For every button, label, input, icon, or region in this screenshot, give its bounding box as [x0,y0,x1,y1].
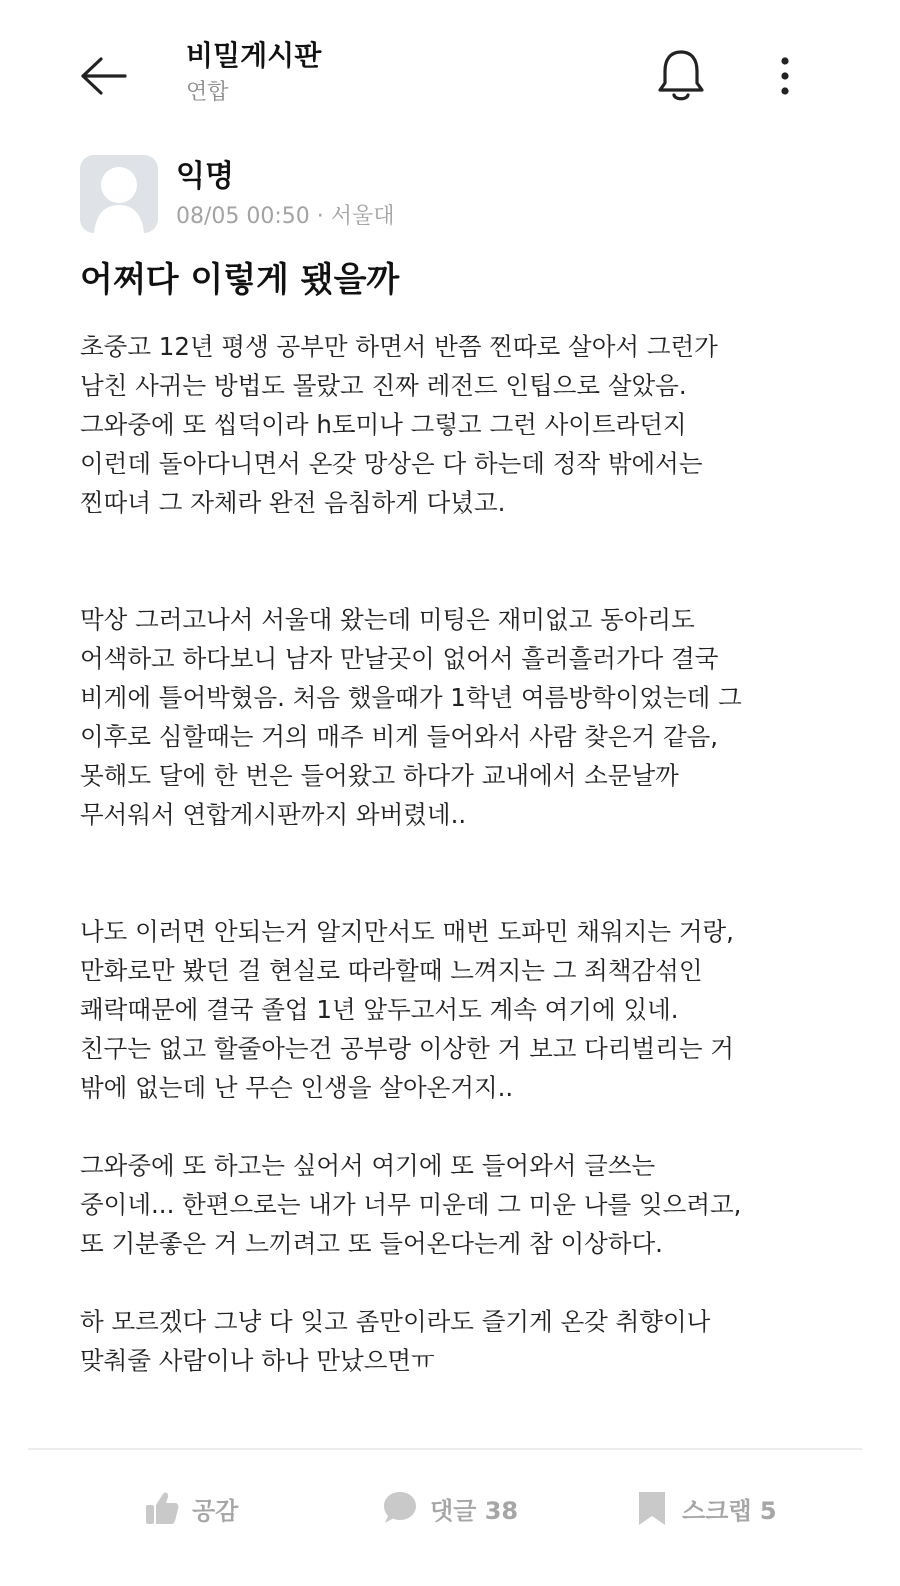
paragraph-gap [80,1263,840,1302]
post-body-line: 남친 사귀는 방법도 몰랐고 진짜 레전드 인팁으로 살았음. [80,371,687,400]
post-body-line: 이런데 돌아다니면서 온갖 망상은 다 하는데 정작 밖에서는 [80,449,703,478]
paragraph-gap [80,1107,840,1146]
post-body-line: 비게에 틀어박혔음. 처음 했을때가 1학년 여름방학이었는데 그 [80,683,742,712]
board-subtitle: 연합 [186,80,229,105]
like-label: 공감 [192,1496,239,1525]
post-body-line: 찐따녀 그 자체라 완전 음침하게 다녔고. [80,488,506,517]
comment-button[interactable] [382,1486,518,1530]
post-body-line: 초중고 12년 평생 공부만 하면서 반쯤 찐따로 살아서 그런가 [80,332,718,361]
back-button[interactable] [72,48,136,104]
avatar [80,155,158,233]
post-body-line: 중이네... 한편으로는 내가 너무 미운데 그 미운 나를 잊으려고, [80,1190,742,1219]
thumbs-up-icon [144,1490,180,1526]
post-body-line: 또 기분좋은 거 느끼려고 또 들어온다는게 참 이상하다. [80,1229,663,1258]
more-vertical-icon [779,56,791,96]
paragraph-gap [80,834,840,873]
paragraph-gap [80,873,840,912]
speech-bubble-icon [382,1490,418,1526]
paragraph-gap [80,522,840,561]
post-body-line: 하 모르겠다 그냥 다 잊고 좀만이라도 즐기게 온갖 취향이나 [80,1307,711,1336]
post-body-line: 이후로 심할때는 거의 매주 비게 들어와서 사람 찾은거 같음, [80,722,719,751]
post-meta: 08/05 00:50 · 서울대 [176,204,395,229]
scrap-button[interactable] [634,1486,777,1530]
post-body-line: 나도 이러면 안되는거 알지만서도 매번 도파민 채워지는 거랑, [80,917,734,946]
post-body-line: 밖에 없는데 난 무슨 인생을 살아온거지.. [80,1073,514,1102]
scrap-label: 스크랩 5 [682,1496,777,1525]
post-body-line: 막상 그러고나서 서울대 왔는데 미팅은 재미없고 동아리도 [80,605,695,634]
post-body-line: 그와중에 또 씹덕이라 h토미나 그렇고 그런 사이트라던지 [80,410,687,439]
like-button[interactable] [144,1486,238,1530]
action-bar [0,1476,900,1540]
post-body-line: 못해도 달에 한 번은 들어왔고 하다가 교내에서 소문날까 [80,761,679,790]
default-avatar-icon [80,155,158,233]
comment-label: 댓글 38 [430,1496,519,1525]
author-name: 익명 [176,159,234,194]
post-title: 어쩌다 이렇게 됐을까 [80,260,400,300]
board-title: 비밀게시판 [186,39,322,72]
bell-icon [656,47,706,105]
notification-button[interactable] [648,42,714,110]
post-body-line: 그와중에 또 하고는 싶어서 여기에 또 들어와서 글쓰는 [80,1151,656,1180]
bookmark-icon [634,1490,670,1526]
post-body-line: 무서워서 연합게시판까지 와버렸네.. [80,800,467,829]
post-body-line: 쾌락때문에 결국 졸업 1년 앞두고서도 계속 여기에 있네. [80,995,679,1024]
app-header [0,0,900,140]
divider [28,1448,862,1450]
more-options-button[interactable] [762,48,808,104]
arrow-left-icon [79,56,129,96]
post-body [80,327,840,1380]
post-body-line: 맞춰줄 사람이나 하나 만났으면ㅠ [80,1346,435,1375]
post-body-line: 만화로만 봤던 걸 현실로 따라할때 느껴지는 그 죄책감섞인 [80,956,703,985]
board-header [186,36,321,110]
paragraph-gap [80,561,840,600]
post-body-line: 어색하고 하다보니 남자 만날곳이 없어서 흘러흘러가다 결국 [80,644,719,673]
post-body-line: 친구는 없고 할줄아는건 공부랑 이상한 거 보고 다리벌리는 거 [80,1034,734,1063]
